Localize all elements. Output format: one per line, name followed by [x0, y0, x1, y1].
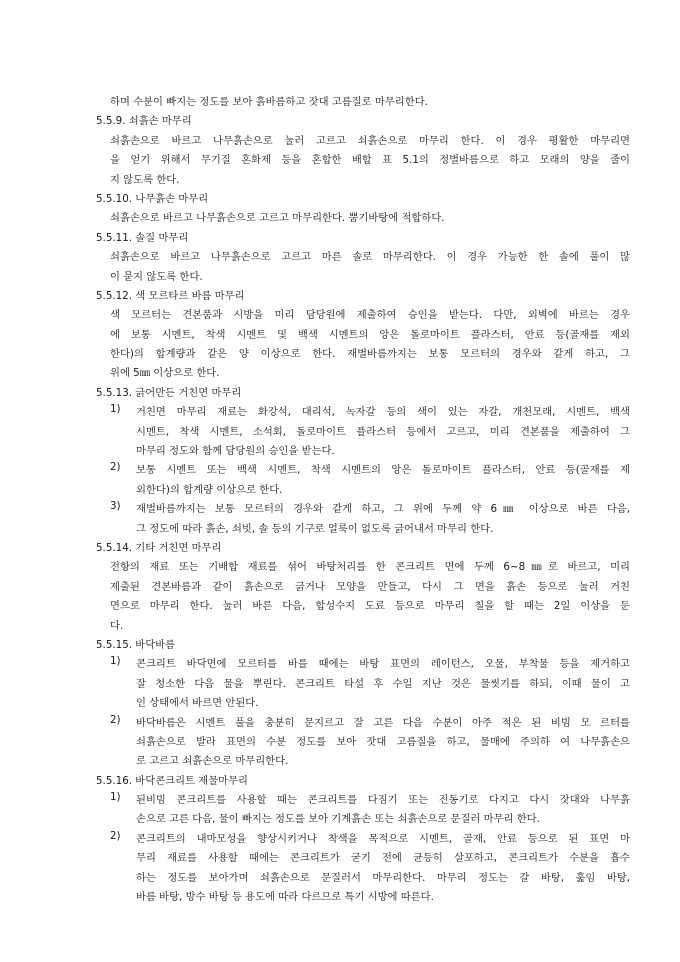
paragraph	[96, 132, 630, 190]
list-item-number: 1)	[110, 655, 121, 668]
paragraph-line: 색 모르터는 견본품과 시방을 미리 담당원에 제출하여 승인을 받는다. 다만, 외벽에 바르는 경우	[110, 309, 630, 322]
list-item-line: 그 정도에 따라 흙손, 쇠빗, 솔 등의 기구로 얼룩이 없도록 긁어내서 마무리 한다.	[136, 522, 494, 535]
list-item-number: 3)	[110, 500, 121, 513]
list-item-line: 콘크리트의 내마모성을 향상시키거나 착색을 목적으로 시멘트, 골재, 안료 등으로 된 표면 마	[136, 832, 630, 845]
list-item-line: 된비빔 콘크리트를 사용할 때는 콘크리트를 다짐기 또는 진동기로 다지고 다시 잣대와 나무흙	[136, 794, 630, 807]
list-item	[96, 830, 630, 908]
paragraph-line: 을 얻기 위해서 무기질 혼화제 등을 혼합한 배합 표 5.1의 정벌바름으로 하고 모래의 양을 줄이	[110, 154, 630, 167]
paragraph	[96, 248, 630, 287]
document-body	[96, 93, 630, 907]
paragraph-line: 쇠흙손으로 바르고 나무흙손으로 고르고 마무리한다. 뿜기바탕에 적합하다.	[110, 212, 445, 225]
paragraph-line: 다.	[110, 619, 124, 632]
section-heading: 5.5.14. 기타 거친면 마무리	[96, 541, 222, 554]
paragraph	[96, 306, 630, 384]
section-heading: 5.5.10. 나무흙손 마무리	[96, 192, 209, 205]
list-item	[96, 714, 630, 772]
list-item-line: 손으로 고른 다음, 물이 빠지는 정도를 보아 기계흙손 또는 쇠흙손으로 문질러 마무리 한다.	[136, 813, 540, 826]
paragraph-line: 전항의 재료 또는 기배합 재료를 섞어 바탕처리를 한 콘크리트 면에 두께 6~8㎜로 바르고, 미리	[110, 561, 630, 574]
section-heading: 5.5.13. 긁어만든 거친면 마무리	[96, 386, 242, 399]
list-item	[96, 403, 630, 461]
paragraph-line: 쇠흙손으로 바르고 나무흙손으로 고르고 마른 솔로 마무리한다. 이 경우 가능한 한 솔에 풀이 많	[110, 251, 630, 264]
section-heading: 5.5.9. 쇠흙손 마무리	[96, 115, 192, 128]
list-item-line: 재벌바름까지는 보통 모르터의 경우와 같게 하고, 그 위에 두께 약 6㎜ 이상으로 바른 다음,	[136, 503, 630, 516]
paragraph-line: 에 보통 시멘트, 착색 시멘트 및 백색 시멘트의 앙은 돌로마이트 플라스터, 안료 등(골재를 제외	[110, 328, 630, 341]
list-item-line: 바름 바탕, 방수 바탕 등 용도에 따라 다르므로 특기 시방에 따른다.	[136, 891, 434, 904]
list-item-line: 거친면 마무리 재료는 화강석, 대리석, 녹자갈 등의 색이 있는 자갈, 개천모래, 시멘트, 백색	[136, 406, 630, 419]
section-heading: 5.5.12. 색 모르타르 바름 마무리	[96, 289, 245, 302]
paragraph-line: 위에 5㎜ 이상으로 한다.	[110, 367, 220, 380]
list-item-line: 잘 청소한 다음 물을 뿌린다. 콘크리트 타설 후 수일 지난 것은 물씻기를 하되, 이때 물이 고	[136, 677, 630, 690]
section-heading: 5.5.16. 바닥콘크리트 제물마무리	[96, 774, 248, 787]
list-item-line: 무리 재료를 사용할 때에는 콘크리트가 굳기 전에 균등히 살포하고, 콘크리트가 수분을 흡수	[136, 852, 630, 865]
paragraph-line: 지 않도록 한다.	[110, 173, 180, 186]
list-item-number: 2)	[110, 829, 121, 842]
list-item	[96, 500, 630, 539]
list-item-line: 하는 정도를 보아가며 쇠흙손으로 문질러서 마무리한다. 마무리 정도는 갈 바탕, 훑임 바탕,	[136, 871, 630, 884]
paragraph-line: 제출된 견본바름과 같이 흙손으로 긁거나 모양을 만들고, 다시 그 면을 흙손 등으로 눌러 거친	[110, 580, 630, 593]
list-item-number: 2)	[110, 713, 121, 726]
list-item	[96, 655, 630, 713]
list-item-number: 1)	[110, 403, 121, 416]
list-item-line: 보통 시멘트 또는 백색 시멘트, 착색 시멘트의 앙은 돌로마이트 플라스터, 안료 등(골재를 제	[136, 464, 630, 477]
paragraph	[96, 558, 630, 636]
list-item-line: 로 고르고 쇠흙손으로 마무리한다.	[136, 755, 289, 768]
list-item-line: 인 상태에서 바르면 안된다.	[136, 697, 259, 710]
list-item-number: 1)	[110, 791, 121, 804]
list-item	[96, 791, 630, 830]
list-item	[96, 461, 630, 500]
continued-paragraph	[96, 93, 630, 112]
paragraph-line: 면으로 마무리 한다. 눌러 바른 다음, 합성수지 도료 등으로 마무리 칠을 할 때는 2일 이상을 둔	[110, 600, 630, 613]
list-item-line: 콘크리트 바닥면에 모르터를 바를 때에는 바탕 표면의 레이턴스, 오물, 부착물 등을 제거하고	[136, 658, 630, 671]
list-item-line: 쇠흙손으로 발라 표면의 수분 정도를 보아 잣대 고름질을 하고, 물매에 주의하 여 나무흙손으	[136, 735, 630, 748]
section-heading: 5.5.11. 솔질 마무리	[96, 231, 189, 244]
paragraph-line: 한다)의 합계량과 같은 양 이상으로 한다. 재벌바름까지는 보통 모르터의 경우와 같게 하고, 그	[110, 348, 630, 361]
paragraph	[96, 209, 630, 228]
paragraph-line: 하며 수분이 빠지는 정도를 보아 흙바름하고 잣대 고름질로 마무리한다.	[110, 96, 428, 108]
list-item-line: 마무리 정도와 함께 담당원의 승인을 받는다.	[136, 445, 335, 458]
list-item-number: 2)	[110, 461, 121, 474]
list-item-line: 바닥바름은 시멘트 풀을 충분히 문지르고 잘 고른 다음 수분이 아주 적은 된 비빔 모 르터를	[136, 716, 630, 729]
list-item-line: 외한다)의 합계량 이상으로 한다.	[136, 483, 283, 496]
list-item-line: 시멘트, 착색 시멘트, 소석회, 돌로마이트 플라스터 등에서 고르고, 미리 견본품을 제출하여 그	[136, 425, 630, 438]
section-heading: 5.5.15. 바닥바름	[96, 638, 176, 651]
paragraph-line: 이 묻지 않도록 한다.	[110, 270, 203, 283]
paragraph-line: 쇠흙손으로 바르고 나무흙손으로 눌러 고르고 쇠흙손으로 마무리 한다. 이 경우 평활한 마무리면	[110, 134, 630, 147]
